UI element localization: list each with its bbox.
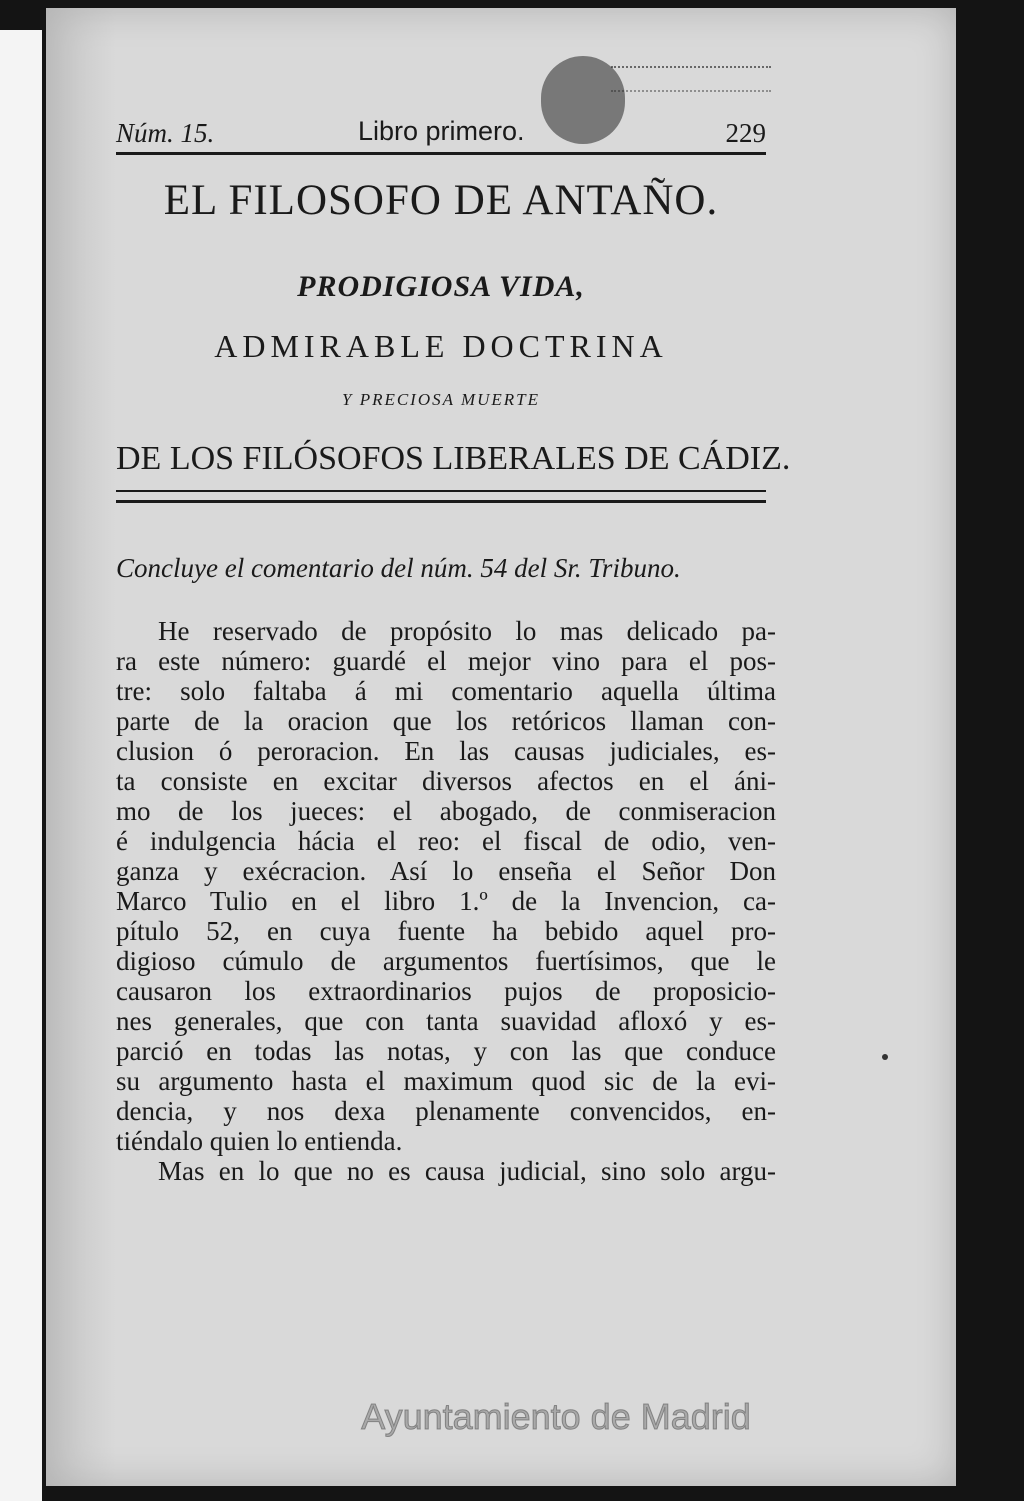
left-page-edge [0, 30, 42, 1501]
body-line: Marco Tulio en el libro 1.º de la Invencion, ca- [116, 886, 776, 916]
running-header [116, 108, 766, 155]
body-line: pítulo 52, en cuya fuente ha bebido aquel pro- [116, 916, 776, 946]
body-line: clusion ó peroracion. En las causas judiciales, es- [116, 736, 776, 766]
body-line: parte de la oracion que los retóricos llaman con- [116, 706, 776, 736]
body-text [116, 616, 776, 1186]
body-line: ta consiste en excitar diversos afectos en el áni- [116, 766, 776, 796]
title-line-5: DE LOS FILÓSOFOS LIBERALES DE CÁDIZ. [116, 440, 791, 477]
body-line: mo de los jueces: el abogado, de conmiseracion [116, 796, 776, 826]
title-line-2: PRODIGIOSA VIDA, [297, 270, 585, 303]
section-subtitle: Concluye el comentario del núm. 54 del Sr. Tribuno. [116, 553, 681, 583]
title-line-3: ADMIRABLE DOCTRINA [214, 328, 668, 364]
body-line: ganza y exécracion. Así lo enseña el Señor Don [116, 856, 776, 886]
double-rule-divider [116, 490, 766, 503]
main-title: EL FILOSOFO DE ANTAÑO. [163, 177, 719, 224]
body-line: parció en todas las notas, y con las que conduce [116, 1036, 776, 1066]
body-line: é indulgencia hácia el reo: el fiscal de odio, ven- [116, 826, 776, 856]
gutter-shadow [46, 8, 116, 1486]
body-line: He reservado de propósito lo mas delicado pa- [158, 616, 776, 646]
body-line: causaron los extraordinarios pujos de proposicio- [116, 976, 776, 1006]
body-line: su argumento hasta el maximum quod sic de la evi- [116, 1066, 776, 1096]
stamp-band [611, 66, 771, 92]
book-page [46, 8, 956, 1486]
text-block [116, 8, 791, 1486]
ink-speck [882, 1054, 888, 1060]
page-number: 229 [725, 118, 766, 148]
body-line: tre: solo faltaba á mi comentario aquella última [116, 676, 776, 706]
body-line: tiéndalo quien lo entienda. [116, 1126, 403, 1156]
body-line: digioso cúmulo de argumentos fuertísimos, que le [116, 946, 776, 976]
body-line: nes generales, que con tanta suavidad afloxó y es- [116, 1006, 776, 1036]
watermark-text: Ayuntamiento de Madrid [361, 1396, 751, 1437]
body-line: dencia, y nos dexa plenamente convencidos, en- [116, 1096, 776, 1126]
body-line: Mas en lo que no es causa judicial, sino solo argu- [158, 1156, 776, 1186]
book-label: Libro primero. [358, 116, 525, 146]
title-line-4: Y PRECIOSA MUERTE [341, 390, 540, 409]
body-line: ra este número: guardé el mejor vino para el pos- [116, 646, 776, 676]
issue-number: Núm. 15. [116, 118, 215, 148]
